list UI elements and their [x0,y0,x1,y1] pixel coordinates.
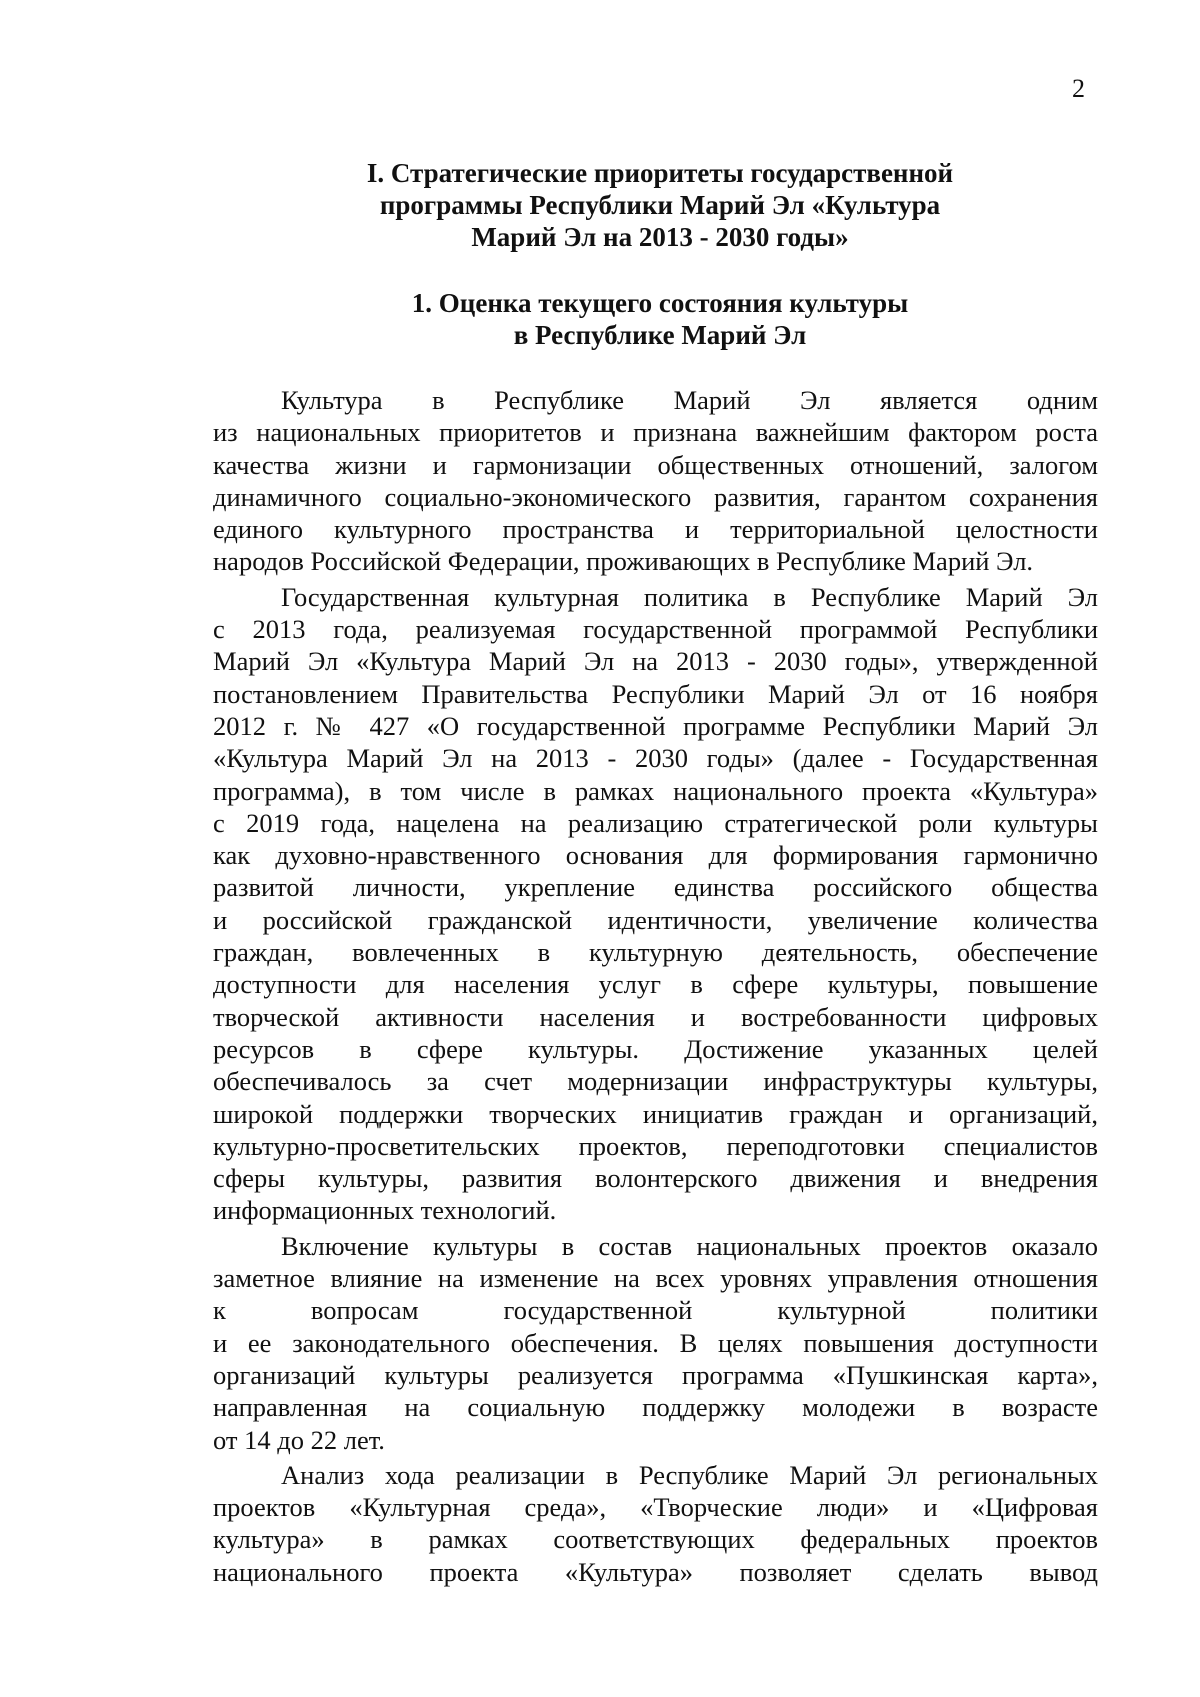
text-line: доступности для населения услуг в сфере культуры, повышение [213,969,1098,1000]
text-line: программа), в том числе в рамках национального проекта «Культура» [213,775,1098,806]
text-line: направленная на социальную поддержку молодежи в возрасте [213,1392,1098,1423]
text-line: заметное влияние на изменение на всех уровнях управления отношения [213,1263,1098,1294]
text-line: с 2019 года, нацелена на реализацию стратегической роли культуры [213,807,1098,838]
subsection-heading [220,287,1100,351]
text-line: творческой активности населения и востребованности цифровых [213,1001,1098,1032]
text-line: из национальных приоритетов и признана важнейшим фактором роста [213,417,1098,448]
text-line: народов Российской Федерации, проживающих в Республике Марий Эл. [213,546,1034,577]
text-line: постановлением Правительства Республики Марий Эл от 16 ноября [213,678,1098,709]
text-line: ресурсов в сфере культуры. Достижение указанных целей [213,1033,1098,1064]
section-heading [220,157,1100,253]
text-line: Государственная культурная политика в Республике Марий Эл [281,581,1098,612]
text-line: динамичного социально-экономического развития, гарантом сохранения [213,481,1098,512]
text-line: культура» в рамках соответствующих федеральных проектов [213,1524,1098,1555]
paragraph [213,1230,1098,1456]
text-line: 2012 г. № 427 «О государственной программе Республики Марий Эл [213,710,1098,741]
text-line: развитой личности, укрепление единства российского общества [213,872,1098,903]
text-line: Анализ хода реализации в Республике Марий Эл региональных [281,1459,1098,1490]
text-line: национального проекта «Культура» позволяет сделать вывод [213,1556,1098,1587]
text-line: к вопросам государственной культурной политики [213,1295,1098,1326]
page-number: 2 [1072,74,1085,103]
text-line: культурно-просветительских проектов, переподготовки специалистов [213,1130,1098,1161]
text-line: как духовно-нравственного основания для формирования гармонично [213,840,1098,871]
text-line: от 14 до 22 лет. [213,1424,385,1455]
paragraph [213,581,1098,1227]
text-line: сферы культуры, развития волонтерского движения и внедрения [213,1163,1098,1194]
text-line: широкой поддержки творческих инициатив граждан и организаций, [213,1098,1098,1129]
body-text [213,384,1098,1588]
section-heading-line: Марий Эл на 2013 - 2030 годы» [471,222,849,252]
subsection-heading-line: в Республике Марий Эл [513,320,807,350]
section-heading-line: I. Стратегические приоритеты государственной [366,158,954,188]
section-heading-line: программы Республики Марий Эл «Культура [379,190,941,220]
text-line: граждан, вовлеченных в культурную деятельность, обеспечение [213,937,1098,968]
text-line: организаций культуры реализуется программа «Пушкинская карта», [213,1359,1098,1390]
text-line: и российской гражданской идентичности, увеличение количества [213,904,1098,935]
text-line: обеспечивалось за счет модернизации инфраструктуры культуры, [213,1066,1098,1097]
text-line: качества жизни и гармонизации общественных отношений, залогом [213,449,1098,480]
paragraph [213,1459,1098,1588]
text-line: «Культура Марий Эл на 2013 - 2030 годы» (далее - Государственная [213,743,1098,774]
text-line: с 2013 года, реализуемая государственной программой Республики [213,614,1098,645]
text-line: единого культурного пространства и территориальной целостности [213,514,1098,545]
paragraph [213,384,1098,578]
text-line: информационных технологий. [213,1195,557,1226]
text-line: Марий Эл «Культура Марий Эл на 2013 - 2030 годы», утвержденной [213,646,1098,677]
text-line: и ее законодательного обеспечения. В целях повышения доступности [213,1327,1098,1358]
text-line: Культура в Республике Марий Эл является одним [281,385,1098,415]
subsection-heading-line: 1. Оценка текущего состояния культуры [411,288,909,318]
text-line: проектов «Культурная среда», «Творческие люди» и «Цифровая [213,1492,1098,1523]
text-line: Включение культуры в состав национальных проектов оказало [281,1230,1098,1261]
